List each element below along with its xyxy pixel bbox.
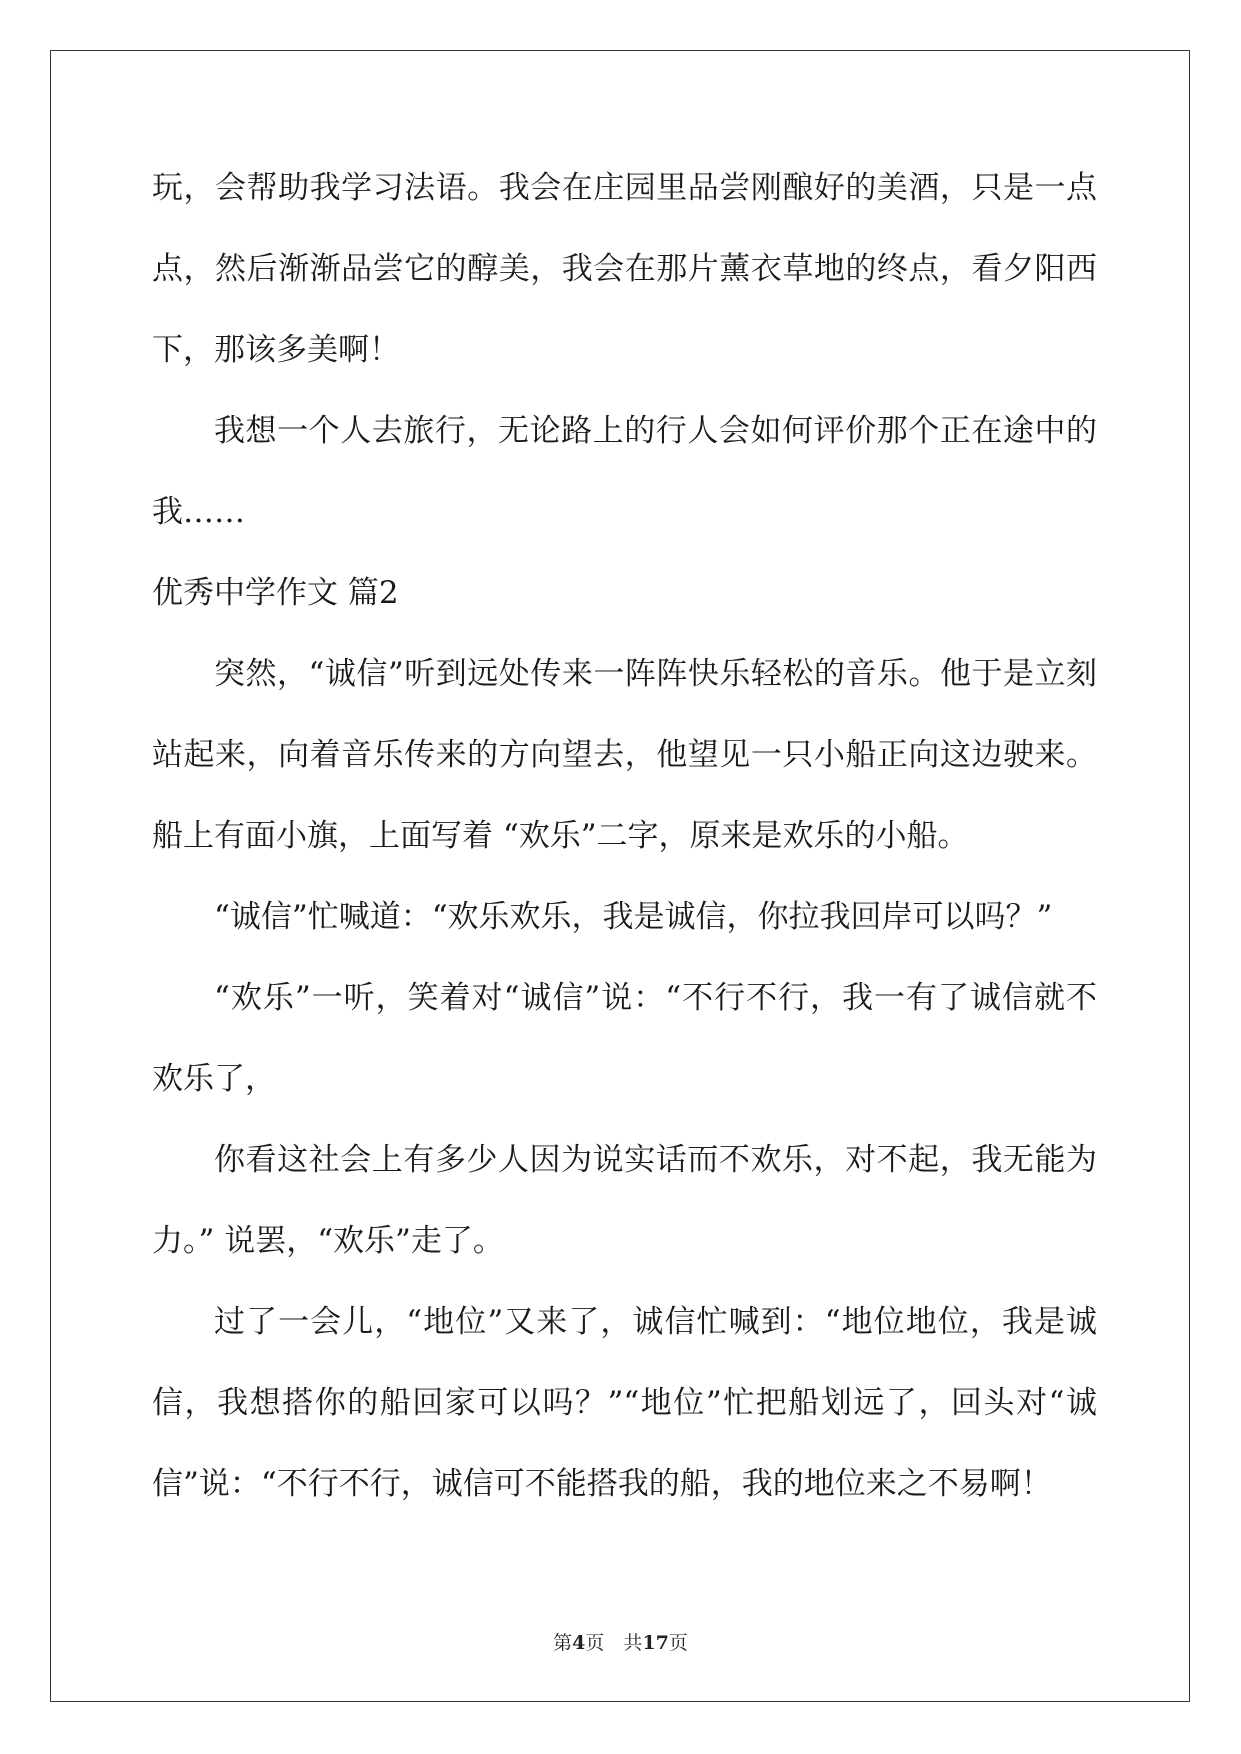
footer-prefix: 第 xyxy=(553,1632,573,1654)
paragraph: 你看这社会上有多少人因为说实话而不欢乐，对不起，我无能为力。” 说罢，“欢乐”走了。 xyxy=(152,1142,1097,1259)
paragraph: “欢乐”一听，笑着对“诚信”说：“不行不行，我一有了诚信就不欢乐了， xyxy=(152,980,1097,1097)
footer-total-pages: 17 xyxy=(642,1632,669,1654)
footer-suffix: 页 xyxy=(668,1632,688,1654)
footer-page-number: 4 xyxy=(572,1632,586,1654)
paragraph: 玩，会帮助我学习法语。我会在庄园里品尝刚酿好的美酒，只是一点点，然后渐渐品尝它的醇美，我会在那片薰衣草地的终点，看夕阳西下，那该多美啊！ xyxy=(152,170,1097,368)
document-body xyxy=(152,148,1097,1525)
page-footer xyxy=(0,1628,1241,1655)
paragraph: 突然，“诚信”听到远处传来一阵阵快乐轻松的音乐。他于是立刻站起来，向着音乐传来的方向望去，他望见一只小船正向这边驶来。船上有面小旗，上面写着 “欢乐”二字，原来是欢乐的小船。 xyxy=(152,656,1097,854)
section-heading: 优秀中学作文 篇2 xyxy=(152,575,399,611)
paragraph: 我想一个人去旅行，无论路上的行人会如何评价那个正在途中的我…… xyxy=(152,413,1097,530)
paragraph: 过了一会儿，“地位”又来了，诚信忙喊到：“地位地位，我是诚信，我想搭你的船回家可以吗？”“地位”忙把船划远了，回头对“诚信”说：“不行不行，诚信可不能搭我的船，我的地位来之不易啊！ xyxy=(152,1304,1097,1502)
paragraph: “诚信”忙喊道：“欢乐欢乐，我是诚信，你拉我回岸可以吗？” xyxy=(214,899,1053,935)
footer-mid: 页 共 xyxy=(585,1632,643,1654)
